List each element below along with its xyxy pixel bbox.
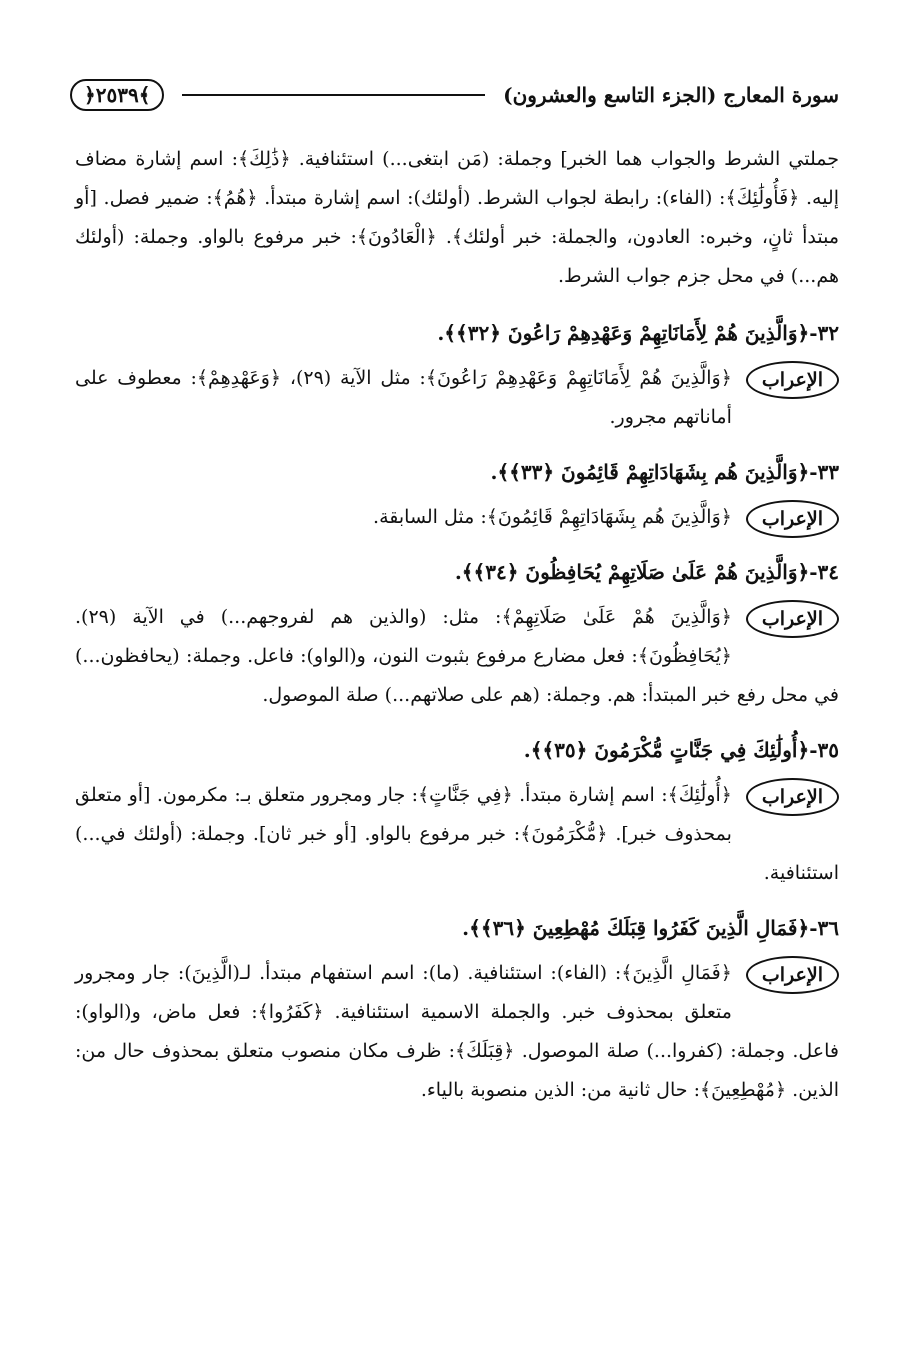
irab-badge: الإعراب bbox=[746, 778, 839, 816]
irab-paragraph bbox=[75, 776, 839, 893]
irab-paragraph bbox=[75, 359, 839, 437]
running-title: سورة المعارج (الجزء التاسع والعشرون) bbox=[503, 83, 839, 107]
irab-badge: الإعراب bbox=[746, 361, 839, 399]
intro-paragraph: جملتي الشرط والجواب هما الخبر] وجملة: (مَن ابتغى...) استئنافية. ﴿ذَٰلِكَ﴾: اسم إشارة مضاف إليه. ﴿فَأُولَٰئِكَ﴾: (الفاء): رابطة لجواب الشرط. (أولئك): اسم إشارة مبتدأ. ﴿هُمُ﴾: ضمير فصل. [أو مبتدأ ثانٍ، وخبره: العادون، والجملة: خبر أولئك﴾. ﴿الْعَادُونَ﴾: خبر مرفوع بالواو. وجملة: (أولئك هم...) في محل جزم جواب الشرط. bbox=[75, 148, 839, 287]
irab-text: ﴿أُولَٰئِكَ﴾: اسم إشارة مبتدأ. ﴿فِي جَنَّاتٍ﴾: جار ومجرور متعلق بـ: مكرمون. [أو متعلق بمحذوف خبر]. ﴿مُّكْرَمُونَ﴾: خبر مرفوع بالواو. [أو خبر ثان]. وجملة: (أولئك في...) استئنافية. bbox=[75, 784, 839, 884]
irab-badge: الإعراب bbox=[746, 600, 839, 638]
irab-badge: الإعراب bbox=[746, 500, 839, 538]
verse-line: ٣٥-﴿أُولَٰئِكَ فِي جَنَّاتٍ مُّكْرَمُونَ ﴿٣٥﴾﴾. bbox=[523, 738, 839, 762]
irab-paragraph bbox=[75, 598, 839, 715]
page-number: ﴿٢٥٣٩﴾ bbox=[70, 79, 164, 111]
irab-paragraph bbox=[75, 954, 839, 1110]
irab-text: ﴿فَمَالِ الَّذِينَ﴾: (الفاء): استئنافية. (ما): اسم استفهام مبتدأ. لـ(الَّذِينَ): جار ومجرور متعلق بمحذوف خبر. والجملة الاسمية استئنافية. ﴿كَفَرُوا﴾: فعل ماض، و(الواو): فاعل. وجملة: (كفروا...) صلة الموصول. ﴿قِبَلَكَ﴾: ظرف مكان منصوب متعلق بمحذوف حال من: الذين. ﴿مُهْطِعِينَ﴾: حال ثانية من: الذين منصوبة بالياء. bbox=[75, 962, 839, 1101]
header-rule bbox=[182, 94, 485, 96]
verse-line: ٣٦-﴿فَمَالِ الَّذِينَ كَفَرُوا قِبَلَكَ مُهْطِعِينَ ﴿٣٦﴾﴾. bbox=[462, 916, 839, 940]
page-header bbox=[70, 70, 839, 120]
page-body bbox=[75, 140, 839, 1126]
irab-paragraph bbox=[75, 498, 839, 537]
irab-text: ﴿وَالَّذِينَ هُم بِشَهَادَاتِهِمْ قَائِمُونَ﴾: مثل السابقة. bbox=[373, 506, 732, 528]
verse-section bbox=[75, 453, 839, 537]
irab-text: ﴿وَالَّذِينَ هُمْ لِأَمَانَاتِهِمْ وَعَهْدِهِمْ رَاعُونَ﴾: مثل الآية (٢٩)، ﴿وَعَهْدِهِمْ﴾: معطوف على أماناتهم مجرور. bbox=[75, 367, 732, 428]
verse-section bbox=[75, 909, 839, 1110]
irab-badge: الإعراب bbox=[746, 956, 839, 994]
verse-line: ٣٢-﴿وَالَّذِينَ هُمْ لِأَمَانَاتِهِمْ وَعَهْدِهِمْ رَاعُونَ ﴿٣٢﴾﴾. bbox=[437, 321, 839, 345]
irab-text: ﴿وَالَّذِينَ هُمْ عَلَىٰ صَلَاتِهِمْ﴾: مثل: (والذين هم لفروجهم...) في الآية (٢٩). ﴿يُحَافِظُونَ﴾: فعل مضارع مرفوع بثبوت النون، و(الواو): فاعل. وجملة: (يحافظون...) في محل رفع خبر المبتدأ: هم. وجملة: (هم على صلاتهم...) صلة الموصول. bbox=[75, 606, 839, 706]
verse-section bbox=[75, 553, 839, 715]
verse-section bbox=[75, 731, 839, 893]
verse-line: ٣٤-﴿وَالَّذِينَ هُمْ عَلَىٰ صَلَاتِهِمْ يُحَافِظُونَ ﴿٣٤﴾﴾. bbox=[454, 560, 839, 584]
verse-line: ٣٣-﴿وَالَّذِينَ هُم بِشَهَادَاتِهِمْ قَائِمُونَ ﴿٣٣﴾﴾. bbox=[490, 460, 839, 484]
verse-section bbox=[75, 314, 839, 437]
